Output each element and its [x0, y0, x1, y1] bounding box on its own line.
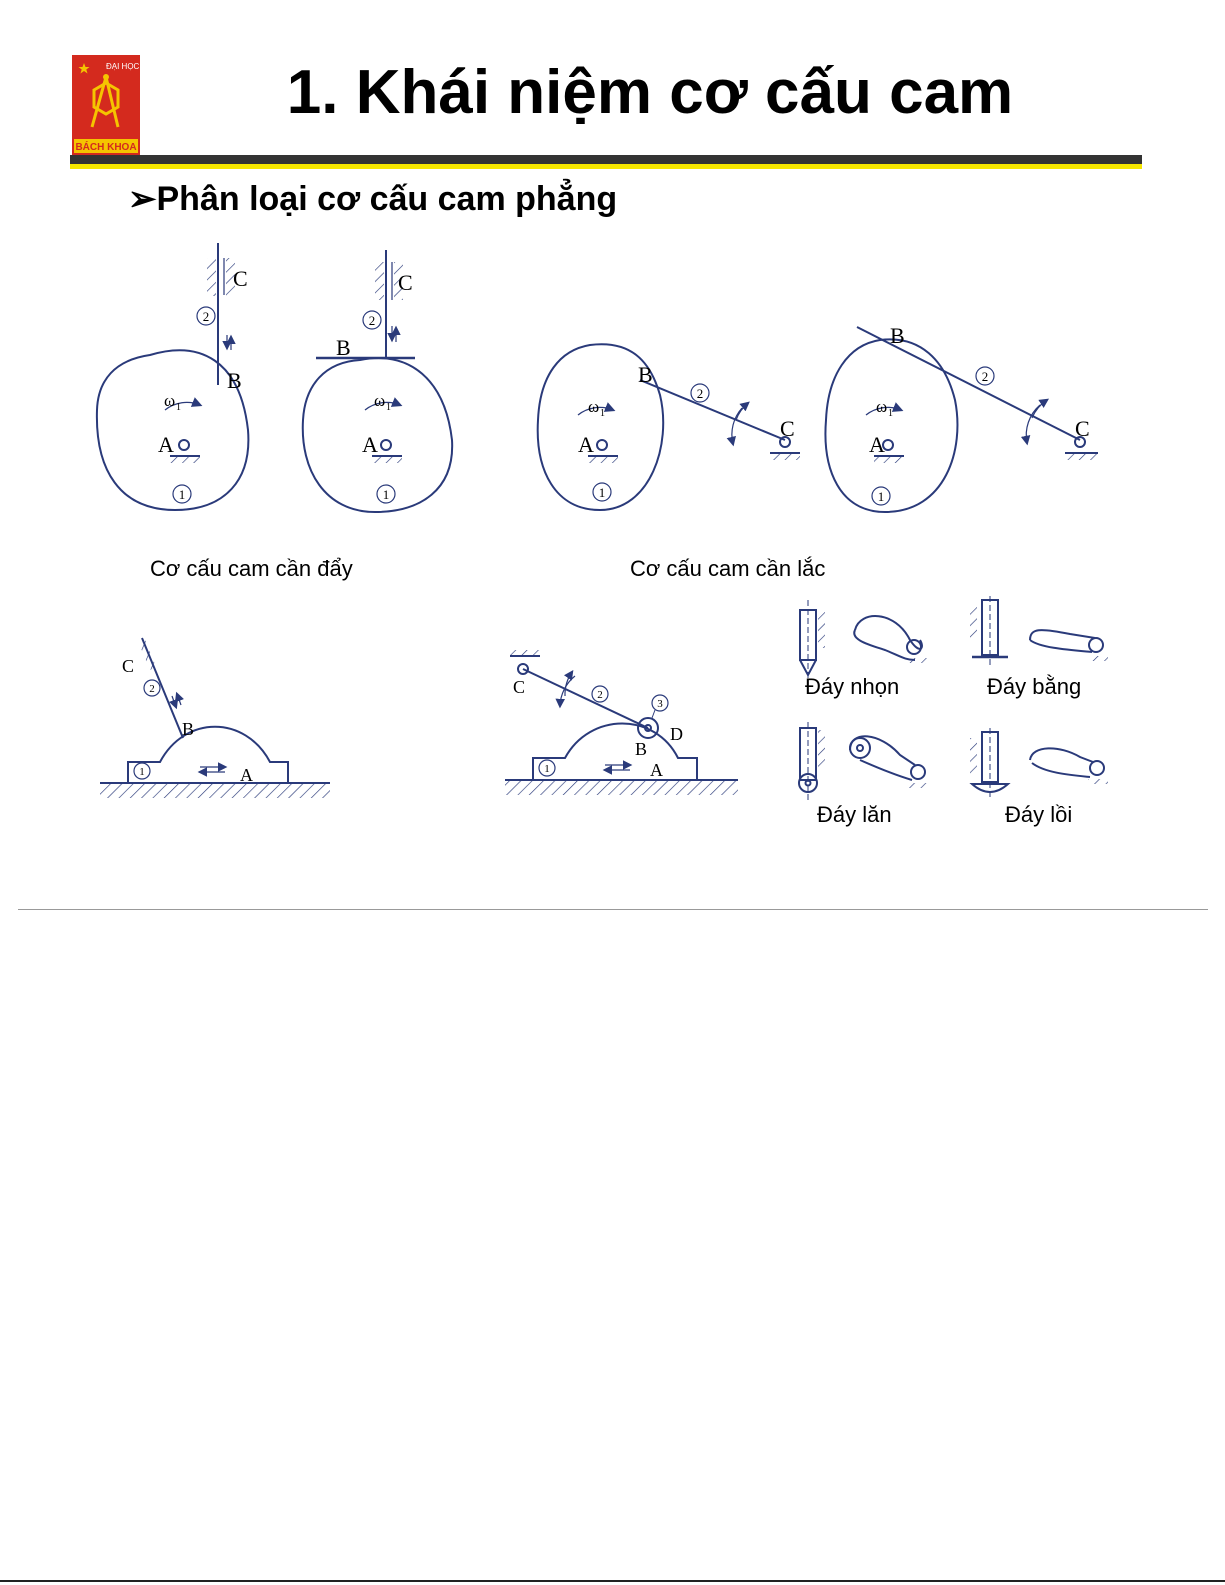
label-omega-sub: 1	[386, 402, 391, 413]
label-omega: ω	[588, 397, 600, 416]
caption-roller-follower: Đáy lăn	[817, 802, 892, 827]
label-B: B	[336, 335, 351, 360]
label-C: C	[398, 270, 413, 295]
follower-convex-figure	[970, 728, 1108, 800]
label-omega-sub: 1	[176, 402, 181, 413]
label-link-2: 2	[696, 386, 704, 401]
follower-pointed-figure	[800, 600, 927, 680]
label-A: A	[158, 432, 174, 457]
label-A: A	[650, 760, 663, 780]
label-omega-sub: 1	[888, 408, 893, 419]
caption-convex-follower: Đáy lồi	[1005, 802, 1073, 827]
follower-roller-figure	[799, 722, 930, 800]
label-omega: ω	[374, 391, 386, 410]
caption-pointed-follower: Đáy nhọn	[805, 674, 900, 699]
label-link-1: 1	[178, 487, 186, 502]
label-link-1: 1	[598, 485, 606, 500]
push-cam-pointed-figure	[97, 243, 249, 510]
logo-bottom-text: BÁCH KHOA	[75, 142, 137, 153]
label-C: C	[233, 266, 248, 291]
label-B: B	[635, 739, 648, 759]
label-B: B	[890, 323, 905, 348]
label-C: C	[780, 416, 795, 441]
bullet-arrow: ➢	[128, 180, 157, 218]
label-B: B	[227, 368, 242, 393]
label-B: B	[638, 362, 653, 387]
label-link-1: 1	[544, 763, 550, 775]
rocker-cam-pointed-figure	[538, 344, 800, 510]
translating-cam-push-figure	[100, 638, 330, 798]
page-title: 1. Khái niệm cơ cấu cam	[286, 58, 1014, 127]
label-link-2: 2	[981, 369, 989, 384]
rocker-cam-flat-figure	[825, 327, 1098, 512]
label-C: C	[513, 677, 526, 697]
label-A: A	[578, 432, 594, 457]
label-link-1: 1	[382, 487, 390, 502]
logo-top-text: ĐẠI HỌC	[106, 62, 140, 71]
caption-rocker-cam: Cơ cấu cam cần lắc	[630, 556, 826, 581]
label-omega: ω	[164, 391, 176, 410]
label-A: A	[362, 432, 378, 457]
label-C: C	[122, 656, 135, 676]
label-link-1: 1	[877, 489, 885, 504]
label-D: D	[670, 724, 683, 744]
page-bottom-line	[0, 1580, 1225, 1582]
label-link-1: 1	[139, 766, 145, 778]
section-heading-text: Phân loại cơ cấu cam phẳng	[156, 180, 618, 218]
label-A: A	[869, 432, 885, 457]
slide-divider	[18, 909, 1208, 910]
follower-flat-figure	[970, 596, 1108, 665]
label-link-3: 3	[657, 698, 663, 710]
label-B: B	[182, 719, 195, 739]
label-link-2: 2	[202, 309, 210, 324]
label-link-2: 2	[149, 683, 155, 695]
label-link-2: 2	[368, 313, 376, 328]
label-C: C	[1075, 416, 1090, 441]
label-omega-sub: 1	[600, 408, 605, 419]
translating-cam-rocker-figure	[505, 650, 738, 795]
caption-flat-follower: Đáy bằng	[987, 674, 1082, 699]
push-cam-flat-figure	[303, 250, 452, 512]
label-A: A	[240, 765, 253, 785]
label-link-2: 2	[597, 689, 603, 701]
label-omega: ω	[876, 397, 888, 416]
caption-push-cam: Cơ cấu cam cần đẩy	[150, 556, 353, 581]
